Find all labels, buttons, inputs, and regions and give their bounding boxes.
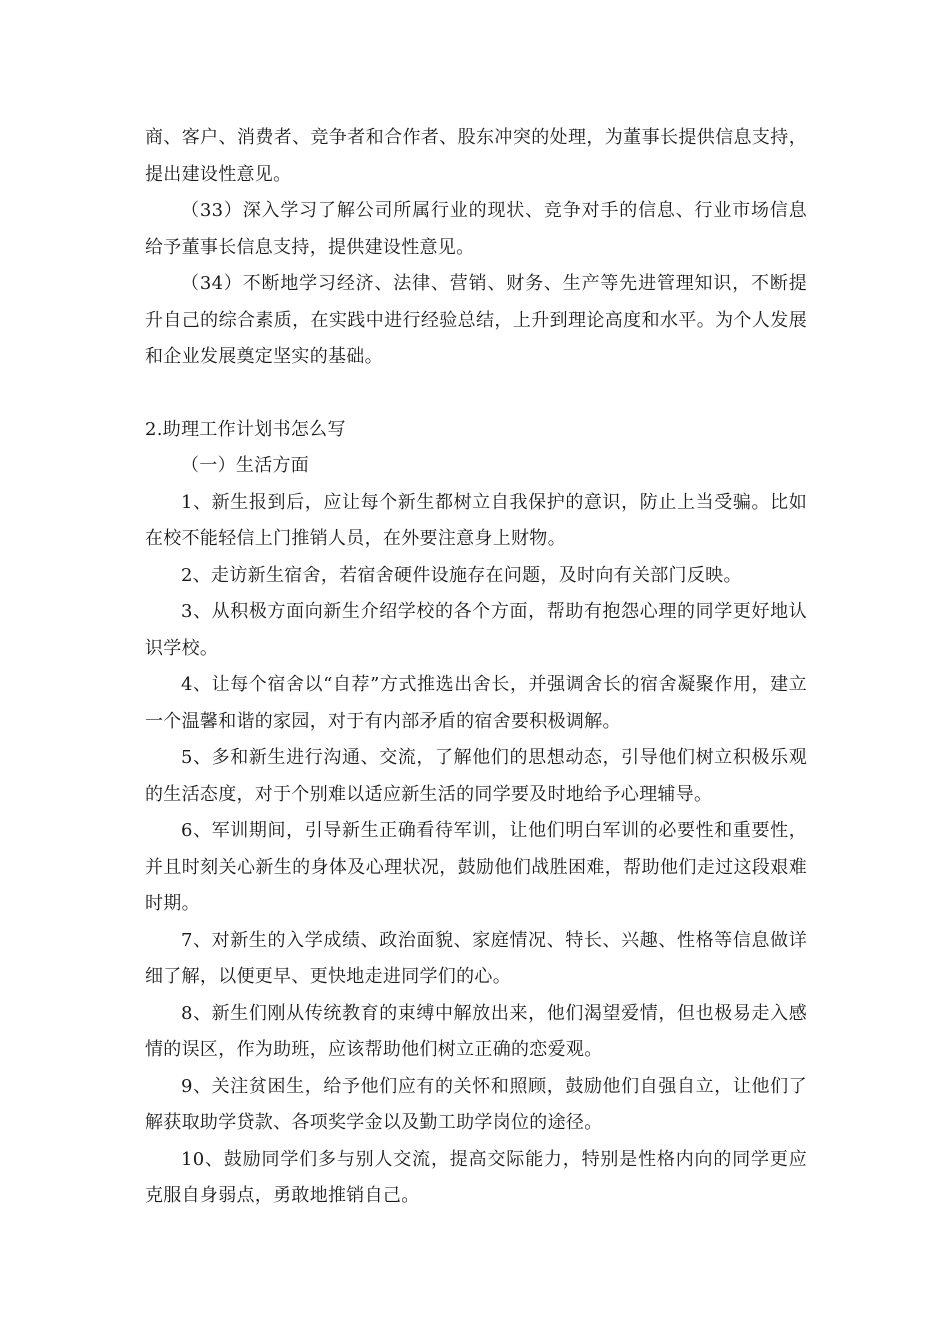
- list-item: 8、新生们刚从传统教育的束缚中解放出来，他们渴望爱情，但也极易走入感情的误区，作为助班，应该帮助他们树立正确的恋爱观。: [145, 1002, 807, 1060]
- paragraph-item-33: （33）深入学习了解公司所属行业的现状、竞争对手的信息、行业市场信息给予董事长信息支持，提供建设性意见。: [145, 200, 807, 258]
- list-item: 7、对新生的入学成绩、政治面貌、家庭情况、特长、兴趣、性格等信息做详细了解，以便更早、更快地走进同学们的心。: [145, 929, 807, 987]
- list-item: 4、让每个宿舍以“自荐”方式推选出舍长，并强调舍长的宿舍凝聚作用，建立一个温馨和谐的家园，对于有内部矛盾的宿舍要积极调解。: [145, 674, 807, 732]
- section-heading: 2.助理工作计划书怎么写: [145, 418, 346, 440]
- list-item: 9、关注贫困生，给予他们应有的关怀和照顾，鼓励他们自强自立，让他们了解获取助学贷款、各项奖学金以及勤工助学岗位的途径。: [145, 1075, 807, 1133]
- paragraph-continuation: 商、客户、消费者、竞争者和合作者、股东冲突的处理，为董事长提供信息支持，提出建设性意见。: [145, 127, 807, 185]
- paragraph-item-34: （34）不断地学习经济、法律、营销、财务、生产等先进管理知识，不断提升自己的综合素质，在实践中进行经验总结，上升到理论高度和水平。为个人发展和企业发展奠定坚实的基础。: [145, 273, 807, 367]
- list-item: 3、从积极方面向新生介绍学校的各个方面，帮助有抱怨心理的同学更好地认识学校。: [145, 601, 807, 659]
- list-item: 2、走访新生宿舍，若宿舍硬件设施存在问题，及时向有关部门反映。: [181, 564, 742, 586]
- list-item: 5、多和新生进行沟通、交流，了解他们的思想动态，引导他们树立积极乐观的生活态度，对于个别难以适应新生活的同学要及时地给予心理辅导。: [145, 747, 807, 805]
- subsection-heading: （一）生活方面: [181, 455, 310, 476]
- section-spacer: [145, 376, 807, 412]
- document-body: [145, 120, 807, 1215]
- list-item: 6、军训期间，引导新生正确看待军训，让他们明白军训的必要性和重要性，并且时刻关心新生的身体及心理状况，鼓励他们战胜困难，帮助他们走过这段艰难时期。: [145, 820, 807, 914]
- list-item: 10、鼓励同学们多与别人交流，提高交际能力，特别是性格内向的同学更应克服自身弱点，勇敢地推销自己。: [145, 1148, 807, 1206]
- list-item: 1、新生报到后，应让每个新生都树立自我保护的意识，防止上当受骗。比如在校不能轻信上门推销人员，在外要注意身上财物。: [145, 491, 807, 549]
